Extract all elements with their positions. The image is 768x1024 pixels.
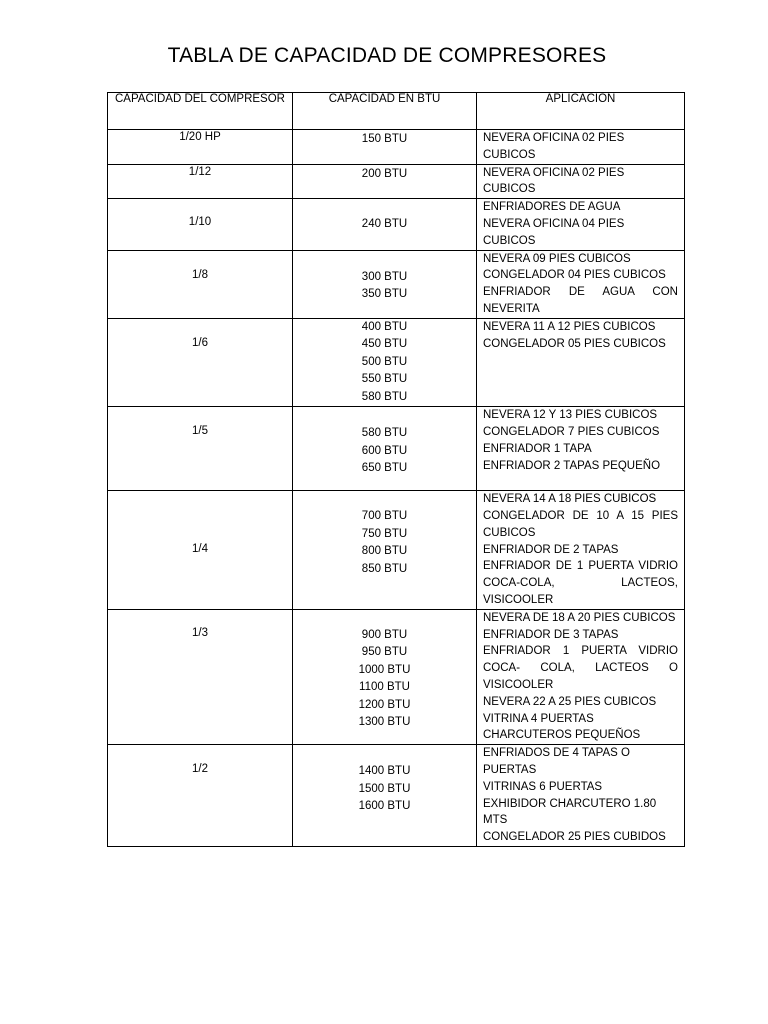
compressor-capacity-cell: 1/6 [108, 318, 293, 407]
table-header-row [108, 93, 685, 130]
compressor-capacity-cell: 1/2 [108, 745, 293, 847]
application-item: ENFRIADOR DE AGUA CON NEVERITA [483, 286, 678, 315]
application-item: ENFRIADOR DE 2 TAPAS [483, 543, 619, 556]
application-item: ENFRIADOR 2 TAPAS PEQUEÑO [483, 459, 661, 472]
application-item: CONGELADOR 04 PIES CUBICOS [483, 269, 666, 282]
application-item: ENFRIADOR DE 3 TAPAS [483, 628, 619, 641]
btu-capacity-cell [293, 491, 477, 610]
table-row [108, 250, 685, 318]
btu-value: 900 BTU [361, 628, 408, 641]
btu-value: 1400 BTU [358, 765, 411, 778]
header-btu-capacity: CAPACIDAD EN BTU [293, 93, 477, 130]
table-row [108, 491, 685, 610]
application-item: ENFRIADOR DE 1 PUERTA VIDRIO COCA-COLA, LACTEOS, VISICOOLER [483, 560, 678, 607]
application-item: NEVERA 12 Y 13 PIES CUBICOS [483, 409, 658, 422]
application-cell [477, 318, 685, 407]
btu-value: 1200 BTU [358, 698, 411, 711]
compressor-capacity-cell: 1/12 [108, 164, 293, 199]
application-item: NEVERA OFICINA 02 PIES CUBICOS [483, 132, 625, 161]
application-cell [477, 250, 685, 318]
application-cell [477, 164, 685, 199]
btu-value: 1000 BTU [358, 663, 411, 676]
application-item: CONGELADOR 7 PIES CUBICOS [483, 426, 660, 439]
application-item: CHARCUTEROS PEQUEÑOS [483, 729, 641, 742]
btu-value: 550 BTU [361, 373, 408, 386]
btu-value: 1500 BTU [358, 782, 411, 795]
application-item: NEVERA 14 A 18 PIES CUBICOS [483, 493, 657, 506]
btu-value: 850 BTU [361, 562, 408, 575]
application-item: EXHIBIDOR CHARCUTERO 1.80 MTS [483, 797, 657, 827]
application-item: NEVERA 22 A 25 PIES CUBICOS [483, 695, 657, 708]
compressor-capacity-cell: 1/5 [108, 407, 293, 491]
btu-value: 240 BTU [361, 218, 408, 231]
btu-value: 750 BTU [361, 527, 408, 540]
application-item: VITRINAS 6 PUERTAS [483, 780, 603, 793]
application-cell [477, 199, 685, 250]
application-item: ENFRIADORES DE AGUA [483, 201, 621, 214]
table-row [108, 164, 685, 199]
application-item: NEVERA 09 PIES CUBICOS [483, 252, 631, 265]
table-row [108, 609, 685, 744]
btu-value: 1100 BTU [359, 681, 410, 694]
btu-value: 450 BTU [361, 338, 408, 351]
application-item: NEVERA 11 A 12 PIES CUBICOS [483, 320, 656, 333]
compressor-capacity-cell: 1/10 [108, 199, 293, 250]
btu-value: 580 BTU [361, 427, 408, 440]
application-item: ENFRIADOR 1 TAPA [483, 442, 592, 455]
btu-value: 580 BTU [361, 390, 408, 403]
application-item: CONGELADOR 25 PIES CUBIDOS [483, 831, 666, 844]
application-item: ENFRIADOS DE 4 TAPAS O PUERTAS [483, 747, 630, 777]
btu-value: 800 BTU [361, 545, 408, 558]
compressor-capacity-cell: 1/8 [108, 250, 293, 318]
btu-value: 200 BTU [361, 167, 408, 180]
btu-capacity-cell [293, 318, 477, 407]
btu-capacity-cell [293, 130, 477, 165]
compressor-capacity-cell: 1/3 [108, 609, 293, 744]
btu-capacity-cell [293, 407, 477, 491]
btu-value: 1300 BTU [358, 716, 411, 729]
btu-value: 150 BTU [361, 133, 408, 145]
btu-capacity-cell [293, 250, 477, 318]
application-item: VITRINA 4 PUERTAS [483, 712, 594, 725]
application-item: ENFRIADOR 1 PUERTA VIDRIO COCA- COLA, LACTEOS O VISICOOLER [483, 645, 678, 692]
application-cell [477, 407, 685, 491]
compressor-capacity-cell: 1/20 HP [108, 130, 293, 165]
btu-value: 300 BTU [361, 270, 408, 283]
table-row [108, 130, 685, 165]
table-row [108, 199, 685, 250]
application-item: NEVERA OFICINA 02 PIES CUBICOS [483, 166, 625, 196]
table-row [108, 745, 685, 847]
btu-capacity-cell [293, 609, 477, 744]
application-cell [477, 609, 685, 744]
page-title: TABLA DE CAPACIDAD DE COMPRESORES [167, 44, 607, 67]
table-row [108, 407, 685, 491]
application-item: NEVERA OFICINA 04 PIES CUBICOS [483, 217, 625, 247]
compressor-capacity-table [107, 92, 685, 847]
btu-value: 350 BTU [361, 288, 408, 301]
btu-capacity-cell [293, 745, 477, 847]
table-row [108, 318, 685, 407]
btu-value: 500 BTU [361, 355, 408, 368]
btu-value: 600 BTU [361, 444, 408, 457]
application-item: CONGELADOR DE 10 A 15 PIES CUBICOS [483, 510, 678, 539]
btu-capacity-cell [293, 164, 477, 199]
btu-value: 400 BTU [361, 320, 408, 333]
application-item: CONGELADOR 05 PIES CUBICOS [483, 337, 666, 350]
application-cell [477, 130, 685, 165]
btu-value: 950 BTU [361, 646, 408, 659]
application-cell [477, 745, 685, 847]
application-item: NEVERA DE 18 A 20 PIES CUBICOS [483, 611, 676, 624]
header-compressor-capacity: CAPACIDAD DEL COMPRESOR [108, 93, 293, 130]
application-cell [477, 491, 685, 610]
btu-value: 700 BTU [361, 510, 408, 523]
header-application: APLICACIÓN [477, 93, 685, 130]
compressor-capacity-cell: 1/4 [108, 491, 293, 610]
btu-value: 1600 BTU [358, 800, 411, 813]
btu-capacity-cell [293, 199, 477, 250]
btu-value: 650 BTU [361, 462, 408, 475]
